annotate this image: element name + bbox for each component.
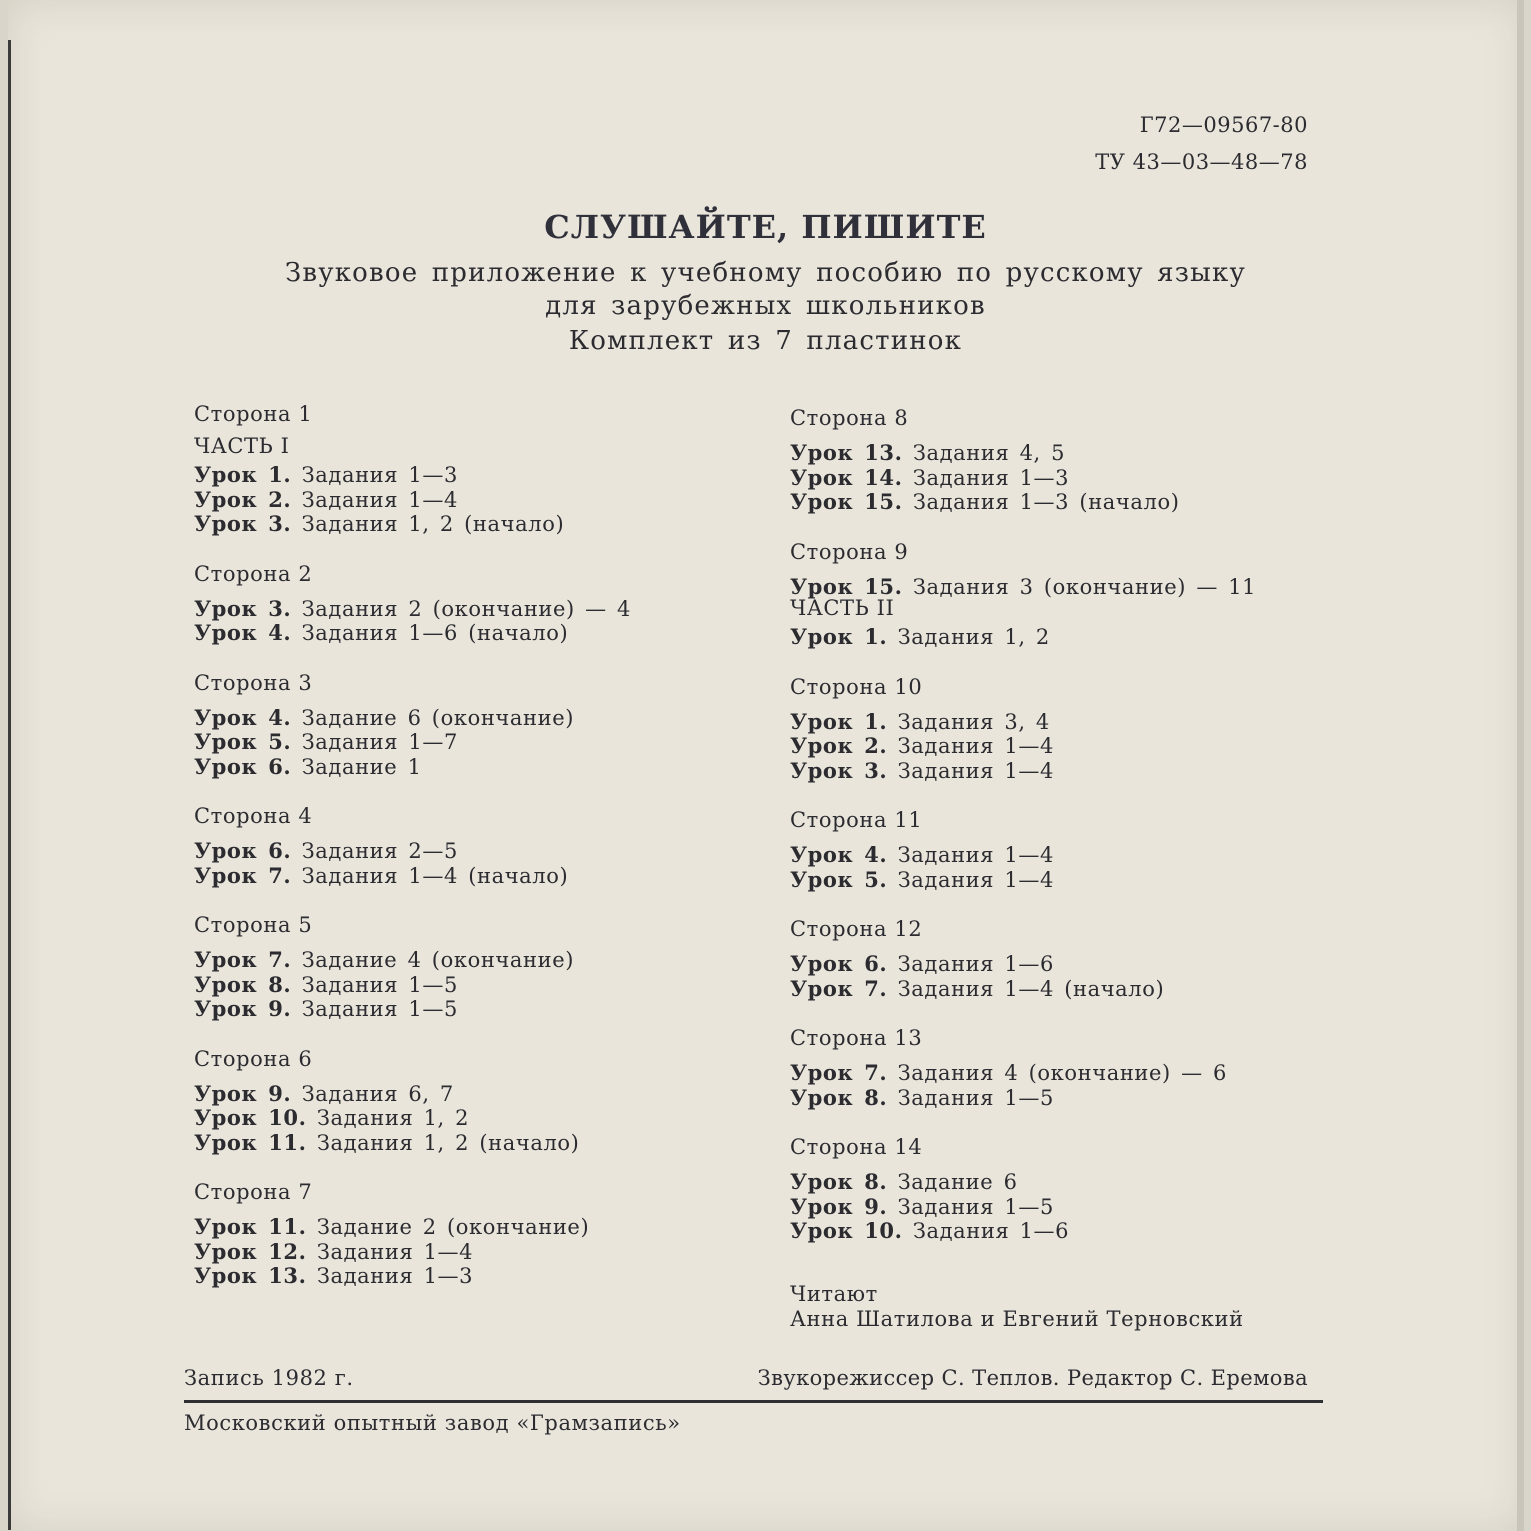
subtitle-line-1: Звуковое приложение к учебному пособию по русскому языку bbox=[285, 258, 1246, 288]
lesson-tasks: Задания 1—5 bbox=[301, 997, 458, 1021]
lesson-line bbox=[194, 706, 754, 731]
lesson-number: Урок 7. bbox=[790, 975, 888, 1001]
lesson-tasks: Задание 4 (окончание) bbox=[301, 948, 575, 972]
side-block bbox=[790, 674, 1350, 784]
lesson-number: Урок 7. bbox=[194, 947, 292, 972]
lesson-number: Урок 8. bbox=[790, 1169, 888, 1194]
lesson-tasks: Задания 3, 4 bbox=[897, 709, 1050, 734]
side-label: Сторона 13 bbox=[790, 1026, 923, 1050]
lesson-number: Урок 9. bbox=[194, 1080, 292, 1106]
lesson-tasks: Задания 1—4 bbox=[897, 867, 1054, 892]
lesson-tasks: Задание 1 bbox=[301, 754, 422, 779]
lesson-number: Урок 13. bbox=[194, 1263, 307, 1288]
lesson-line bbox=[194, 621, 754, 646]
readers-label: Читают bbox=[790, 1282, 878, 1306]
lesson-number: Урок 15. bbox=[790, 573, 903, 599]
lesson-line bbox=[194, 512, 754, 537]
lesson-number: Урок 8. bbox=[790, 1084, 888, 1110]
side-label: Сторона 1 bbox=[194, 402, 313, 426]
lesson-tasks: Задания 1—4 (начало) bbox=[301, 863, 569, 888]
lesson-line bbox=[194, 864, 754, 889]
lesson-number: Урок 2. bbox=[790, 733, 888, 758]
lesson-number: Урок 6. bbox=[790, 951, 888, 976]
lesson-number: Урок 3. bbox=[194, 595, 292, 621]
lesson-tasks: Задания 2—5 bbox=[301, 839, 458, 863]
lesson-number: Урок 11. bbox=[194, 1214, 307, 1239]
lesson-line bbox=[194, 948, 754, 973]
lesson-line bbox=[194, 839, 754, 864]
side-label: Сторона 12 bbox=[790, 917, 923, 941]
lesson-tasks: Задания 1—4 bbox=[897, 843, 1054, 867]
lesson-tasks: Задания 1—4 bbox=[897, 734, 1054, 758]
lesson-number: Урок 7. bbox=[194, 862, 292, 888]
lesson-line bbox=[790, 625, 1350, 650]
side-block bbox=[194, 561, 754, 646]
side-block bbox=[194, 1046, 754, 1156]
lesson-number: Урок 9. bbox=[790, 1193, 888, 1219]
manufacturer: Московский опытный завод «Грамзапись» bbox=[184, 1411, 681, 1435]
lesson-tasks: Задания 1—6 (начало) bbox=[301, 621, 569, 645]
lesson-number: Урок 3. bbox=[790, 757, 888, 783]
lesson-line bbox=[790, 1086, 1350, 1111]
lesson-tasks: Задания 1, 2 bbox=[897, 625, 1050, 649]
lesson-line bbox=[194, 1215, 754, 1240]
lesson-tasks: Задания 3 (окончание) — 11 bbox=[912, 574, 1257, 599]
side-label: Сторона 10 bbox=[790, 674, 923, 699]
lesson-line bbox=[194, 1082, 754, 1107]
lesson-line bbox=[194, 973, 754, 998]
part-label: ЧАСТЬ I bbox=[194, 434, 290, 458]
side-block bbox=[790, 807, 1350, 892]
lesson-line bbox=[790, 868, 1350, 893]
lesson-line bbox=[790, 710, 1350, 735]
footer-divider bbox=[184, 1400, 1323, 1403]
side-label: Сторона 6 bbox=[194, 1046, 313, 1071]
lesson-number: Урок 5. bbox=[790, 866, 888, 892]
lesson-tasks: Задания 2 (окончание) — 4 bbox=[301, 596, 631, 621]
lesson-tasks: Задание 6 bbox=[897, 1170, 1018, 1194]
lesson-number: Урок 1. bbox=[790, 624, 888, 649]
side-label: Сторона 7 bbox=[194, 1180, 313, 1204]
lesson-line bbox=[790, 1061, 1350, 1086]
lesson-tasks: Задания 1—5 bbox=[301, 972, 458, 997]
lesson-tasks: Задание 2 (окончание) bbox=[316, 1215, 590, 1239]
lesson-tasks: Задания 1—6 bbox=[912, 1219, 1070, 1243]
lesson-number: Урок 4. bbox=[790, 842, 888, 867]
side-label: Сторона 5 bbox=[194, 913, 313, 937]
lesson-number: Урок 3. bbox=[194, 511, 292, 536]
credits: Звукорежиссер С. Теплов. Редактор С. Еремова bbox=[757, 1366, 1308, 1390]
lesson-line bbox=[790, 952, 1350, 977]
lesson-tasks: Задания 1—5 bbox=[897, 1194, 1054, 1219]
record-sleeve-back bbox=[8, 0, 1524, 1531]
technical-spec-number: ТУ 43—03—48—78 bbox=[1095, 150, 1308, 174]
readers-block bbox=[790, 1282, 1244, 1332]
lesson-tasks: Задания 4 (окончание) — 6 bbox=[897, 1061, 1227, 1085]
lesson-line bbox=[790, 734, 1350, 759]
subtitle-line-3: Комплект из 7 пластинок bbox=[568, 326, 963, 356]
lesson-number: Урок 13. bbox=[790, 440, 903, 465]
lesson-line bbox=[194, 1240, 754, 1265]
lesson-line bbox=[194, 1264, 754, 1289]
lesson-tasks: Задания 1—5 bbox=[897, 1085, 1054, 1110]
lesson-tasks: Задания 1—4 (начало) bbox=[897, 976, 1165, 1001]
side-label: Сторона 3 bbox=[194, 670, 313, 695]
lesson-line bbox=[194, 597, 754, 622]
lesson-number: Урок 6. bbox=[194, 753, 292, 779]
lesson-line bbox=[790, 1195, 1350, 1220]
lesson-line bbox=[790, 843, 1350, 868]
side-block bbox=[194, 912, 754, 1022]
lesson-number: Урок 4. bbox=[194, 704, 292, 730]
lesson-line bbox=[194, 730, 754, 755]
lesson-number: Урок 15. bbox=[790, 489, 903, 514]
lesson-tasks: Задания 1—4 bbox=[316, 1239, 474, 1264]
part-label: ЧАСТЬ II bbox=[790, 596, 895, 620]
lesson-number: Урок 8. bbox=[194, 971, 292, 997]
side-label: Сторона 14 bbox=[790, 1135, 923, 1159]
lesson-line bbox=[790, 466, 1350, 491]
lesson-number: Урок 6. bbox=[194, 838, 292, 863]
lesson-line bbox=[194, 1106, 754, 1131]
lesson-tasks: Задания 1—7 bbox=[301, 730, 458, 754]
lesson-tasks: Задания 1—3 bbox=[316, 1264, 474, 1288]
side-label: Сторона 11 bbox=[790, 808, 923, 832]
side-block bbox=[790, 1025, 1350, 1110]
lesson-number: Урок 10. bbox=[194, 1105, 307, 1130]
lesson-line bbox=[790, 490, 1350, 515]
lesson-tasks: Задания 1, 2 (начало) bbox=[316, 1130, 580, 1155]
lesson-line bbox=[790, 977, 1350, 1002]
lesson-line bbox=[790, 441, 1350, 466]
side-block bbox=[194, 803, 754, 888]
lesson-tasks: Задания 1—3 bbox=[912, 465, 1070, 490]
readers-names: Анна Шатилова и Евгений Терновский bbox=[790, 1307, 1244, 1331]
recording-year: Запись 1982 г. bbox=[184, 1366, 354, 1390]
lesson-tasks: Задания 1, 2 bbox=[316, 1106, 470, 1130]
lesson-number: Урок 10. bbox=[790, 1218, 903, 1243]
lesson-number: Урок 12. bbox=[194, 1238, 307, 1264]
side-block bbox=[194, 1179, 754, 1289]
lesson-number: Урок 9. bbox=[194, 996, 292, 1021]
lesson-tasks: Задания 4, 5 bbox=[912, 441, 1066, 465]
lesson-number: Урок 2. bbox=[194, 486, 292, 512]
lesson-tasks: Задания 1—3 bbox=[301, 463, 458, 487]
lesson-line bbox=[790, 1170, 1350, 1195]
lesson-number: Урок 14. bbox=[790, 464, 903, 490]
contents-right-column bbox=[790, 405, 1350, 1244]
side-label: Сторона 8 bbox=[790, 406, 909, 430]
lesson-number: Урок 11. bbox=[194, 1129, 307, 1155]
side-block bbox=[194, 670, 754, 780]
lesson-tasks: Задания 1—4 bbox=[301, 487, 458, 512]
lesson-line bbox=[194, 463, 754, 488]
lesson-number: Урок 5. bbox=[194, 729, 292, 754]
contents-left-column bbox=[194, 401, 754, 1289]
lesson-tasks: Задания 6, 7 bbox=[301, 1081, 454, 1106]
lesson-line bbox=[790, 1219, 1350, 1244]
subtitle-line-2: для зарубежных школьников bbox=[545, 291, 986, 321]
lesson-tasks: Задания 1—4 bbox=[897, 758, 1054, 783]
lesson-tasks: Задания 1—3 (начало) bbox=[912, 490, 1180, 514]
lesson-line bbox=[194, 755, 754, 780]
lesson-line bbox=[194, 1131, 754, 1156]
lesson-line bbox=[194, 488, 754, 513]
side-label: Сторона 9 bbox=[790, 539, 909, 564]
lesson-number: Урок 7. bbox=[790, 1060, 888, 1085]
side-block bbox=[790, 539, 1350, 650]
side-label: Сторона 2 bbox=[194, 561, 313, 586]
side-block bbox=[194, 401, 754, 537]
side-label: Сторона 4 bbox=[194, 804, 313, 828]
lesson-line bbox=[790, 759, 1350, 784]
side-block bbox=[790, 916, 1350, 1001]
lesson-tasks: Задания 1, 2 (начало) bbox=[301, 512, 565, 536]
lesson-tasks: Задания 1—6 bbox=[897, 952, 1054, 976]
page-title: СЛУШАЙТЕ, ПИШИТЕ bbox=[544, 208, 987, 246]
lesson-number: Урок 1. bbox=[790, 708, 888, 734]
lesson-number: Урок 1. bbox=[194, 462, 292, 487]
side-block bbox=[790, 405, 1350, 515]
lesson-line bbox=[194, 997, 754, 1022]
side-block bbox=[790, 1134, 1350, 1244]
lesson-tasks: Задание 6 (окончание) bbox=[301, 705, 575, 730]
catalog-number: Г72—09567-80 bbox=[1139, 113, 1308, 137]
lesson-number: Урок 4. bbox=[194, 620, 292, 645]
